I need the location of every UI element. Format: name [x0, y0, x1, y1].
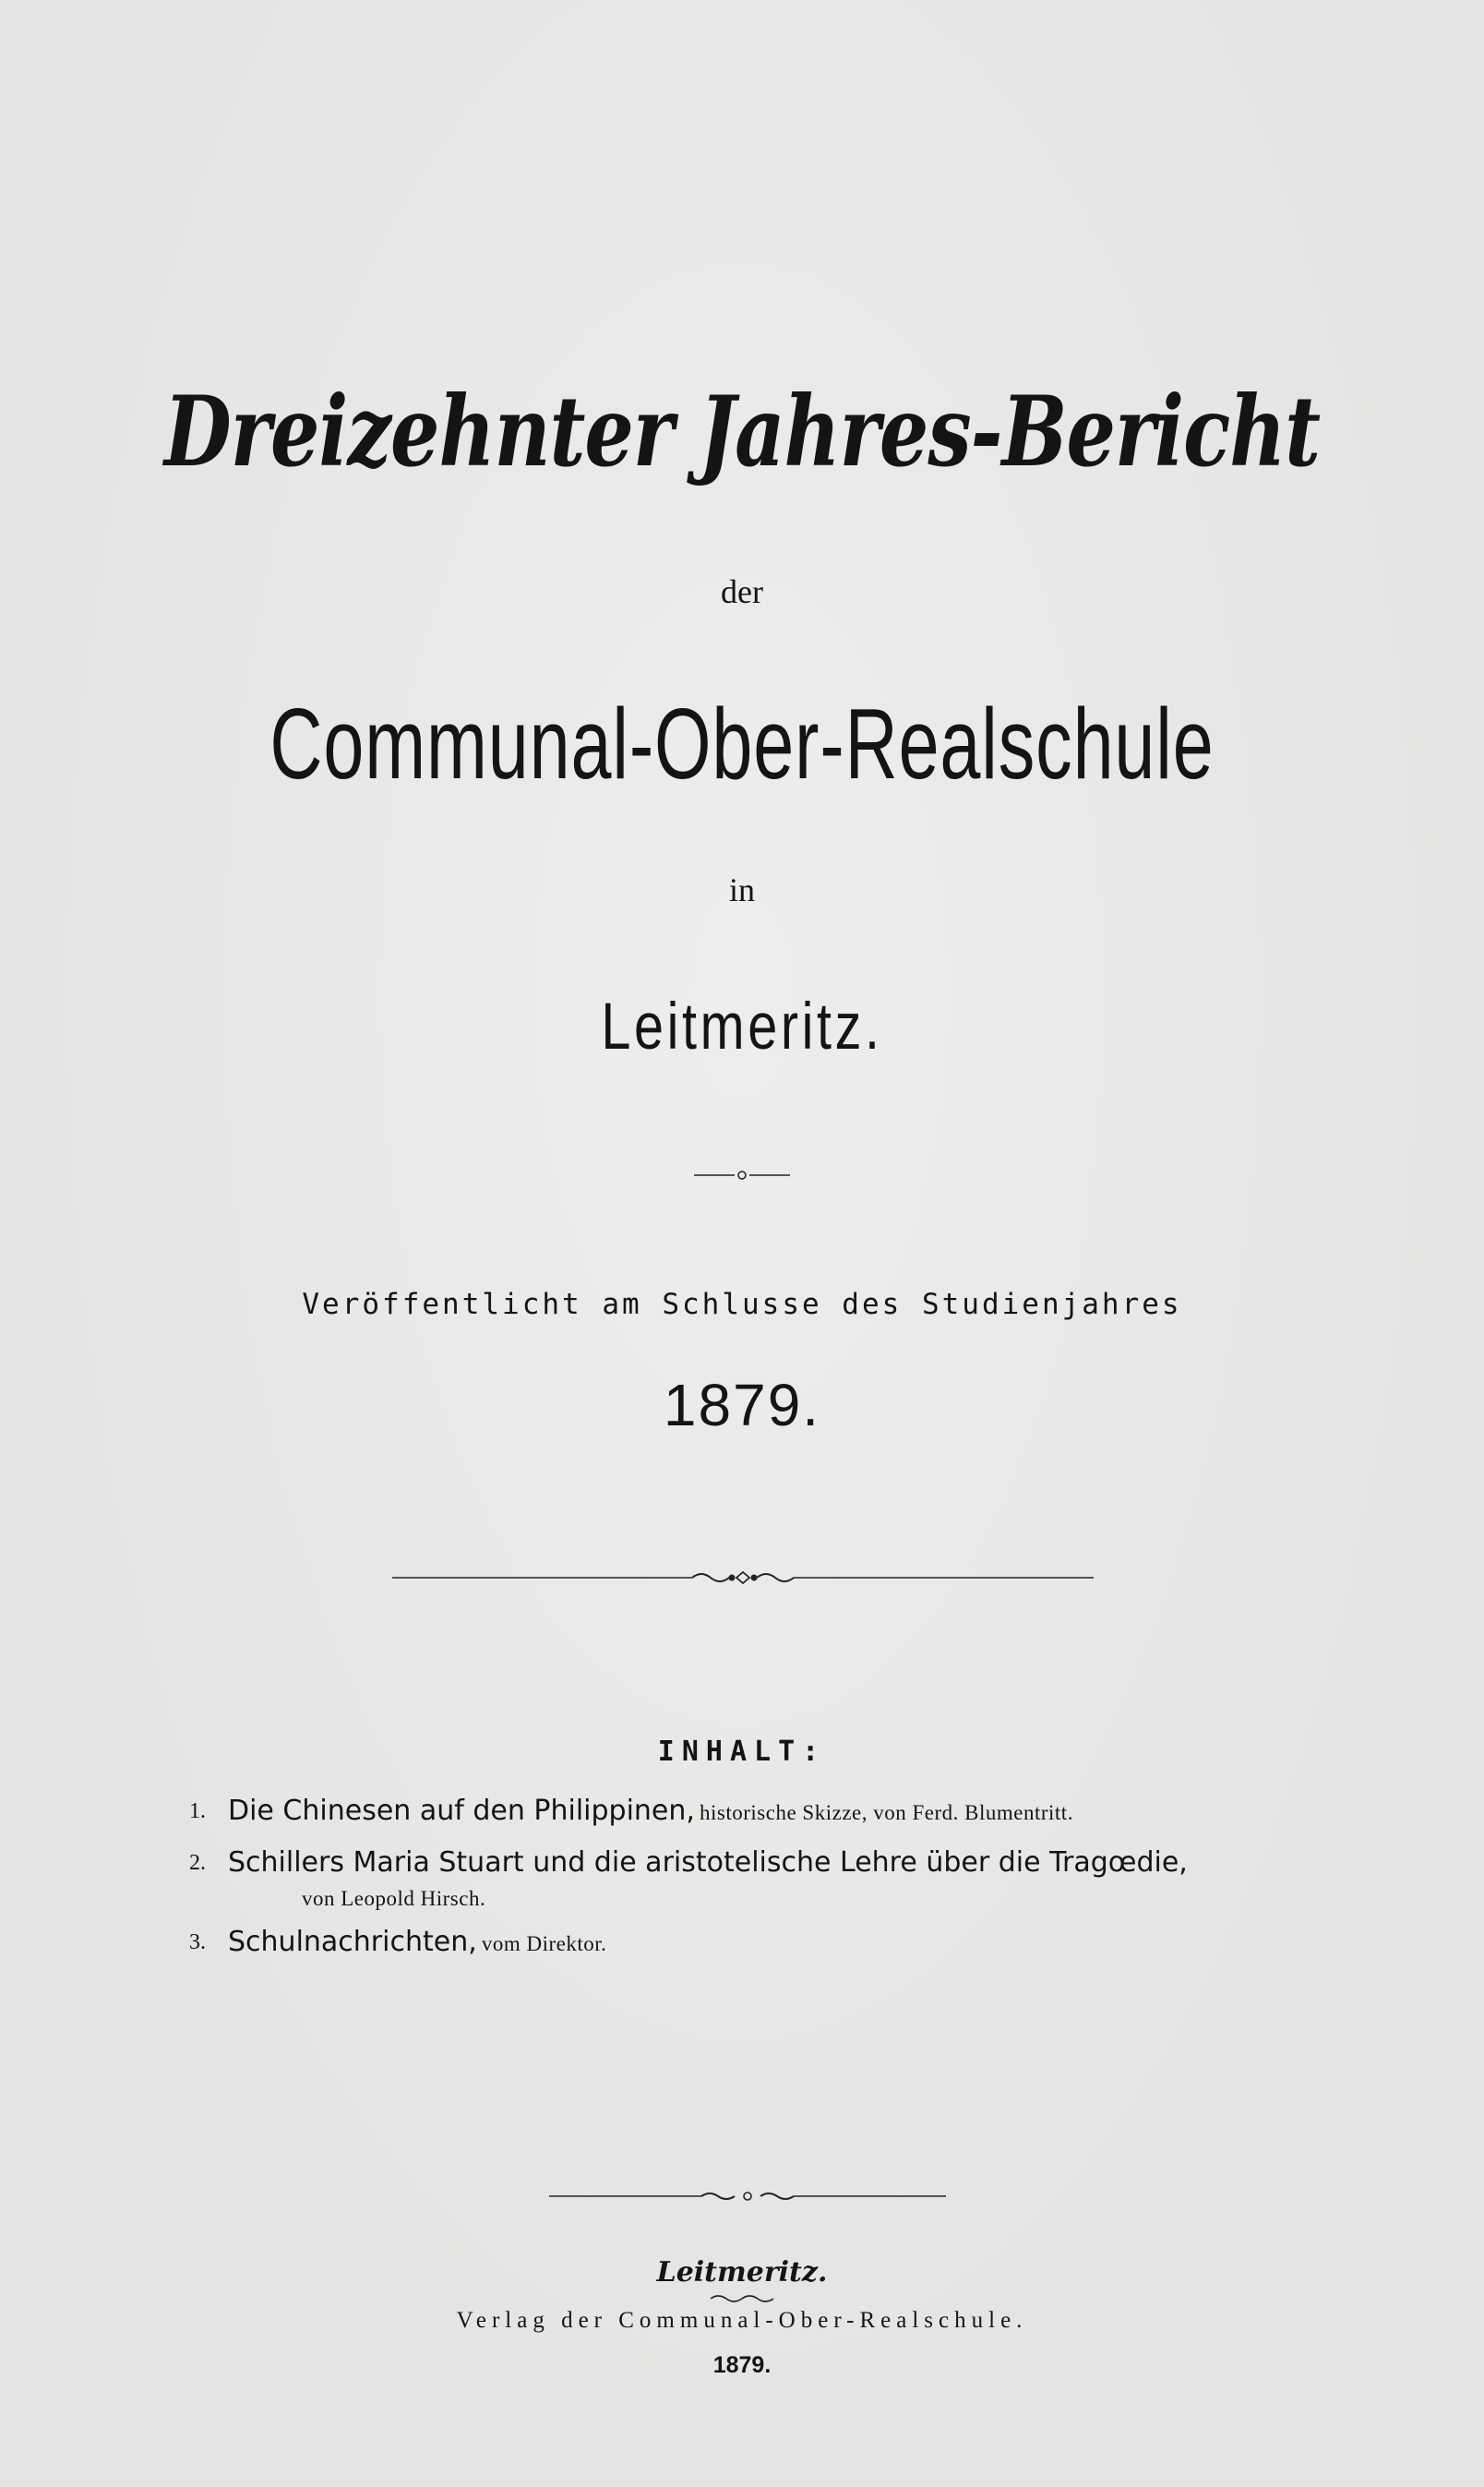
ornament-divider — [392, 1568, 1094, 1588]
item-title: Schulnachrichten, — [228, 1926, 477, 1958]
imprint-year: 1879. — [712, 2352, 772, 2378]
list-item — [189, 1922, 1306, 1966]
publication-note: Veröffentlicht am Schlusse des Studienjahres — [302, 1288, 1182, 1321]
publisher: Verlag der Communal-Ober-Realschule. — [456, 2308, 1028, 2333]
item-subtitle: vom Direktor. — [481, 1932, 607, 1955]
imprint-place: Leitmeritz. — [656, 2256, 828, 2289]
report-title: Dreizehnter Jahres-Bericht — [163, 374, 1321, 488]
contents-heading: INHALT: — [657, 1736, 827, 1768]
list-item — [189, 1843, 1306, 1915]
item-subtitle: historische Skizze, von Ferd. Blumentritt. — [700, 1801, 1073, 1824]
report-year: 1879. — [663, 1372, 821, 1438]
item-number: 2. — [189, 1851, 206, 1875]
item-title: Die Chinesen auf den Philippinen, — [228, 1795, 695, 1827]
bottom-ornament-divider — [549, 2189, 946, 2204]
item-title: Schillers Maria Stuart und die aristotelische Lehre über die Tragœdie, — [228, 1846, 1188, 1879]
preposition-in: in — [728, 871, 755, 908]
table-of-contents — [189, 1791, 1306, 1974]
city-name: Leitmeritz. — [601, 989, 883, 1063]
school-name: Communal-Ober-Realschule — [269, 689, 1215, 800]
item-subtitle: von Leopold Hirsch. — [302, 1887, 486, 1910]
article-der: der — [721, 573, 763, 610]
small-ornament-divider — [694, 1169, 790, 1182]
list-item — [189, 1791, 1306, 1835]
item-number: 3. — [189, 1930, 206, 1954]
item-number: 1. — [189, 1799, 206, 1823]
tilde-ornament — [711, 2293, 773, 2302]
